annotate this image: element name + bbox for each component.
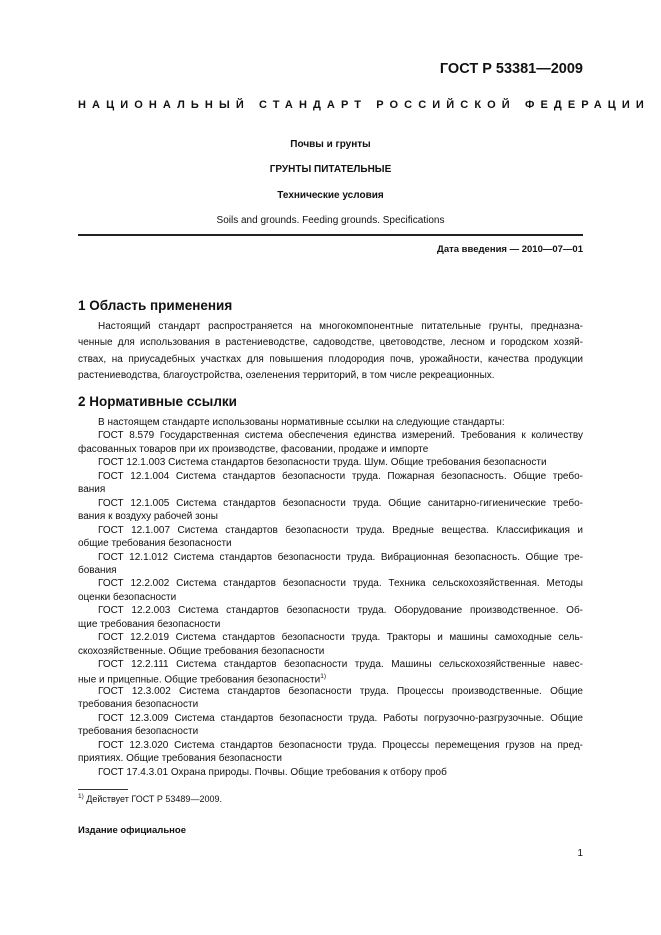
text-line: [98, 471, 583, 482]
text-line-content: ченные для использования в растениеводстве, садоводстве, цветоводстве, лесном и городском хозяй-: [78, 337, 583, 349]
text-line: [78, 370, 583, 381]
text-line-content: растениеводства, благоустройства, озеленения территорий, в том числе рекреационных.: [78, 369, 495, 381]
text-line-content: Настоящий стандарт распространяется на многокомпонентные питательные грунты, предназна-: [98, 321, 583, 332]
title-line-1: Почвы и грунты: [290, 139, 371, 150]
title-rule: [78, 234, 583, 236]
page-number: 1: [577, 848, 583, 859]
text-line-content: ГОСТ 12.1.004 Система стандартов безопасности труда. Пожарная безопасность. Общие требо-: [98, 470, 583, 482]
text-line-content: фасованных товаров при их производстве, фасовании, продаже и импорте: [78, 443, 429, 455]
text-line: [98, 430, 583, 441]
footnote-mark: 1): [78, 793, 84, 800]
official-edition-label: Издание официальное: [78, 825, 186, 836]
text-line: [98, 417, 583, 428]
text-line: [98, 713, 583, 724]
text-line: [78, 726, 583, 737]
text-line: [98, 632, 583, 643]
text-line-content: ГОСТ 12.1.007 Система стандартов безопасности труда. Вредные вещества. Классификация и: [98, 524, 583, 536]
national-standard-banner: НАЦИОНАЛЬНЫЙ СТАНДАРТ РОССИЙСКОЙ ФЕДЕРАЦИИ: [78, 99, 650, 111]
text-line-content: ГОСТ 12.3.009 Система стандартов безопасности труда. Работы погрузочно-разгрузочные. Общие: [98, 712, 583, 724]
text-line-content: ГОСТ 12.1.005 Система стандартов безопасности труда. Общие санитарно-гигиенические требо-: [98, 497, 583, 509]
text-line: [98, 525, 583, 536]
text-line-content: общие требования безопасности: [78, 538, 232, 550]
text-line-content: требования безопасности: [78, 699, 199, 711]
title-line-3: Технические условия: [277, 190, 384, 201]
text-line-content: ГОСТ 12.2.019 Система стандартов безопасности труда. Тракторы и машины самоходные сель-: [98, 632, 583, 644]
text-line: [98, 740, 583, 751]
text-line-content: ГОСТ 12.2.002 Система стандартов безопасности труда. Техника сельскохозяйственная. Методы: [98, 578, 583, 590]
text-line-content: оценки безопасности: [78, 591, 177, 603]
footnote: [78, 793, 222, 804]
text-line: [78, 354, 583, 365]
text-line: [98, 552, 583, 563]
text-line-content: вания: [78, 484, 106, 496]
footnote-text: Действует ГОСТ Р 53489—2009.: [83, 794, 222, 804]
text-line-content: приятиях. Общие требования безопасности: [78, 753, 282, 765]
introduction-date: Дата введения — 2010—07—01: [437, 244, 583, 255]
title-english: Soils and grounds. Feeding grounds. Specifications: [216, 215, 445, 226]
text-line: [78, 592, 583, 603]
text-line: [98, 605, 583, 616]
section-1-heading: 1 Область применения: [78, 298, 233, 313]
text-line: [78, 619, 583, 630]
text-line: [98, 767, 583, 778]
text-line-content: ствах, на приусадебных участках для повышения плодородия почв, урожайности, качества продукции: [78, 353, 583, 365]
text-line: [78, 484, 583, 495]
text-line: [78, 673, 583, 685]
text-line: [98, 578, 583, 589]
text-line-content: щие требования безопасности: [78, 618, 221, 630]
text-line-content: ГОСТ 12.1.003 Система стандартов безопасности труда. Шум. Общие требования безопасности: [98, 457, 547, 469]
text-line: [78, 337, 583, 348]
text-line: [78, 511, 583, 522]
text-line: [98, 659, 583, 670]
text-line: [98, 321, 583, 332]
text-line: [78, 699, 583, 710]
footnote-rule: [78, 789, 128, 790]
text-line-content: ГОСТ 12.3.020 Система стандартов безопасности труда. Процессы перемещения грузов на пред-: [98, 739, 583, 751]
text-line-content: скохозяйственные. Общие требования безопасности: [78, 645, 325, 657]
document-code: ГОСТ Р 53381—2009: [439, 61, 583, 77]
text-line-content: ГОСТ 12.1.012 Система стандартов безопасности труда. Вибрационная безопасность. Общие тре-: [98, 551, 583, 563]
text-line: [98, 686, 583, 697]
text-line-content: ГОСТ 8.579 Государственная система обеспечения единства измерений. Требования к количеству: [98, 430, 583, 442]
text-line-content: ГОСТ 12.2.003 Система стандартов безопасности труда. Оборудование производственное. Об-: [98, 605, 583, 617]
text-line-content: ГОСТ 12.2.111 Система стандартов безопасности труда. Машины сельскохозяйственные навес-: [98, 659, 583, 671]
text-line: [78, 565, 583, 576]
text-line-content: ные и прицепные. Общие требования безопасности: [78, 673, 321, 685]
text-line-content: В настоящем стандарте использованы нормативные ссылки на следующие стандарты:: [98, 417, 505, 428]
text-line-content: бования: [78, 564, 117, 576]
text-line-content: ГОСТ 17.4.3.01 Охрана природы. Почвы. Общие требования к отбору проб: [98, 766, 447, 778]
footnote-reference: 1): [320, 672, 326, 680]
section-2-heading: 2 Нормативные ссылки: [78, 394, 237, 409]
text-line: [98, 457, 583, 468]
text-line: [78, 753, 583, 764]
text-line: [78, 538, 583, 549]
text-line: [78, 444, 583, 455]
title-line-2: ГРУНТЫ ПИТАТЕЛЬНЫЕ: [269, 164, 392, 175]
text-line-content: вания к воздуху рабочей зоны: [78, 511, 218, 523]
text-line-content: ГОСТ 12.3.002 Система стандартов безопасности труда. Процессы производственные. Общие: [98, 686, 583, 697]
text-line-content: требования безопасности: [78, 726, 199, 738]
text-line: [78, 646, 583, 657]
text-line: [98, 498, 583, 509]
